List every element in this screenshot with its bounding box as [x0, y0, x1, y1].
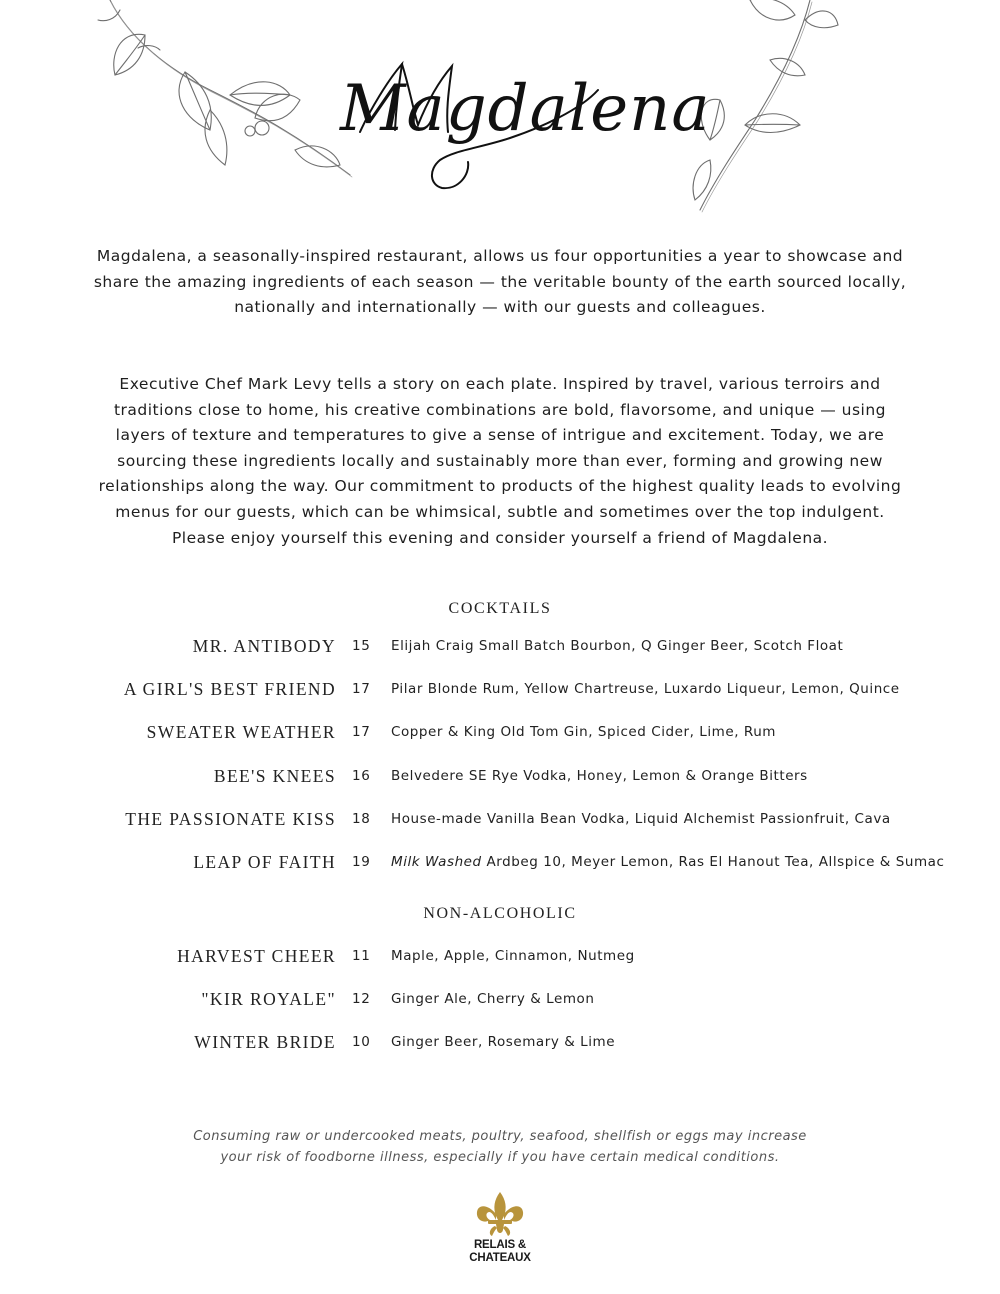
disclaimer-line-2: your risk of foodborne illness, especially if you have certain medical conditions.	[220, 1150, 780, 1165]
item-name: "KIR ROYALE"	[201, 989, 336, 1010]
non-alcoholic-heading: NON-ALCOHOLIC	[423, 905, 577, 922]
item-description: Copper & King Old Tom Gin, Spiced Cider, Lime, Rum	[391, 724, 777, 741]
item-description: Pilar Blonde Rum, Yellow Chartreuse, Luxardo Liqueur, Lemon, Quince	[391, 681, 900, 698]
item-name: WINTER BRIDE	[194, 1032, 336, 1053]
item-description	[391, 854, 944, 870]
item-price: 12	[352, 991, 371, 1008]
item-price: 17	[352, 681, 371, 698]
non-alcoholic-list	[0, 943, 1000, 1073]
cocktails-heading: COCKTAILS	[448, 600, 552, 617]
item-name: A GIRL'S BEST FRIEND	[123, 679, 336, 700]
item-description-italic-prefix: Milk Washed	[391, 853, 482, 870]
menu-item	[0, 943, 1000, 986]
item-description: Maple, Apple, Cinnamon, Nutmeg	[391, 948, 635, 964]
menu-item	[0, 633, 1000, 676]
menu-item	[0, 986, 1000, 1029]
item-description: Belvedere SE Rye Vodka, Honey, Lemon & Orange Bitters	[391, 767, 808, 784]
menu-item	[0, 763, 1000, 806]
menu-item	[0, 806, 1000, 849]
menu-item	[0, 676, 1000, 719]
menu-item	[0, 719, 1000, 762]
fleur-de-lis-icon	[474, 1190, 526, 1238]
cocktails-list	[0, 633, 1000, 892]
item-name: SWEATER WEATHER	[146, 722, 336, 743]
item-name: MR. ANTIBODY	[192, 636, 336, 656]
item-price: 18	[352, 810, 371, 827]
brand-name: Magdalena	[340, 72, 711, 146]
item-description: Elijah Craig Small Batch Bourbon, Q Ginger Beer, Scotch Float	[391, 638, 844, 654]
item-name: THE PASSIONATE KISS	[125, 808, 336, 829]
item-description: House-made Vanilla Bean Vodka, Liquid Alchemist Passionfruit, Cava	[391, 810, 891, 827]
item-description-text: Ardbeg 10, Meyer Lemon, Ras El Hanout Tea, Allspice & Sumac	[481, 853, 945, 870]
item-name: BEE'S KNEES	[213, 765, 336, 786]
intro-paragraph-1: Magdalena, a seasonally-inspired restaurant, allows us four opportunities a year to showcase and share the amazing ingredients of each season — the veritable bounty of the earth sourced locally, nationally and internationally — with our guests and colleagues.	[93, 247, 907, 317]
item-name: LEAP OF FAITH	[193, 851, 336, 872]
item-price: 16	[352, 767, 371, 784]
intro-paragraph-2: Executive Chef Mark Levy tells a story on each plate. Inspired by travel, various terroirs and traditions close to home, his creative combinations are bold, flavorsome, and unique — using layers of texture and temperatures to give a sense of intrigue and excitement. Today, we are sourcing these ingredients locally and sustainably more than ever, forming and growing new relationships along the way. Our commitment to products of the highest quality leads to evolving menus for our guests, which can be whimsical, subtle and sometimes over the top indulgent. Please enjoy yourself this evening and consider yourself a friend of Magdalena.	[98, 375, 902, 547]
item-name: HARVEST CHEER	[177, 946, 336, 966]
item-price: 10	[352, 1034, 371, 1051]
menu-item	[0, 849, 1000, 892]
food-safety-disclaimer	[150, 1126, 850, 1168]
item-price: 19	[352, 853, 371, 870]
relais-chateaux-logo	[455, 1190, 545, 1272]
item-description: Ginger Beer, Rosemary & Lime	[391, 1034, 616, 1051]
item-price: 11	[352, 948, 371, 964]
disclaimer-line-1: Consuming raw or undercooked meats, poultry, seafood, shellfish or eggs may increase	[193, 1129, 807, 1144]
logo-wordmark	[455, 1239, 545, 1265]
botanical-sketch-left	[90, 0, 370, 200]
menu-item	[0, 1029, 1000, 1072]
logo-line-1: RELAIS &	[473, 1239, 527, 1251]
item-price: 17	[352, 724, 371, 741]
item-price: 15	[352, 638, 371, 654]
item-description: Ginger Ale, Cherry & Lemon	[391, 991, 595, 1008]
brand-logo	[340, 50, 711, 200]
logo-line-2: CHATEAUX	[469, 1252, 531, 1264]
